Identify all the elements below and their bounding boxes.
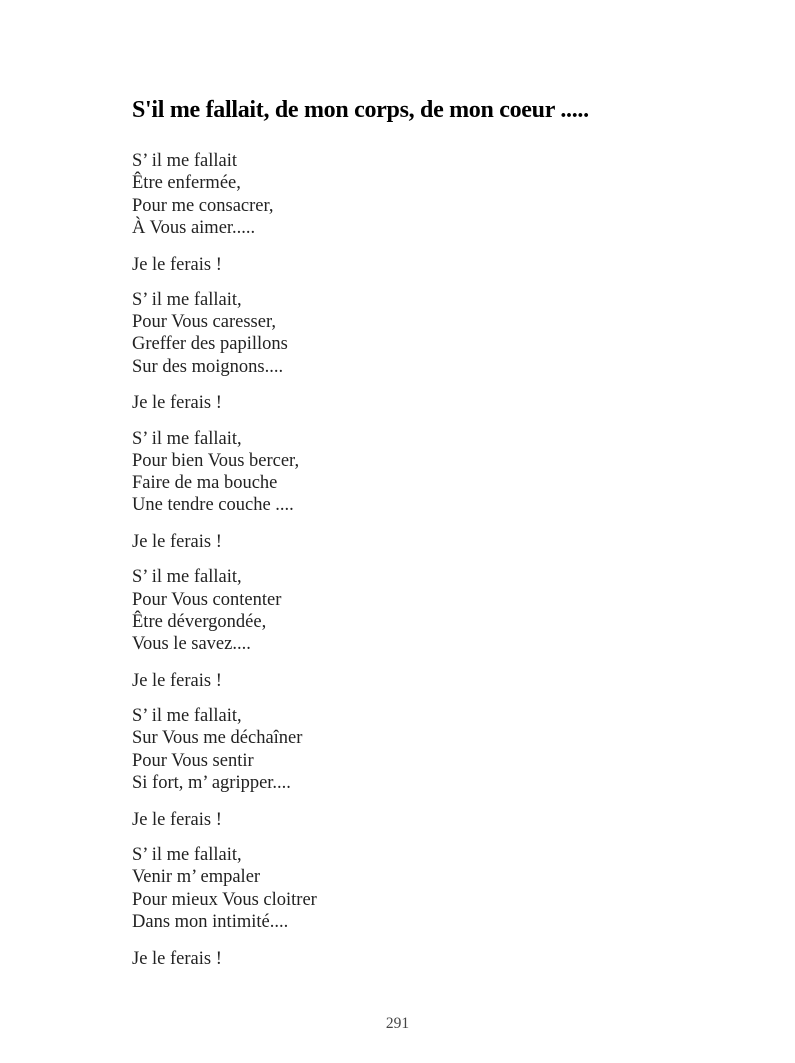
poem-stanza	[132, 844, 692, 933]
poem-content	[132, 96, 692, 983]
poem-line: Vous le savez....	[132, 634, 251, 655]
refrain-line: Je le ferais !	[132, 393, 222, 414]
poem-line: S’ il me fallait,	[132, 289, 242, 310]
page-title: S'il me fallait, de mon corps, de mon coeur .....	[132, 97, 589, 123]
poem-line: S’ il me fallait,	[132, 567, 242, 588]
poem-line: Pour mieux Vous cloitrer	[132, 889, 317, 910]
refrain-line: Je le ferais !	[132, 671, 222, 692]
poem-line: Une tendre couche ....	[132, 495, 294, 516]
poem-line: S’ il me fallait,	[132, 428, 242, 449]
poem-line: S’ il me fallait	[132, 151, 237, 171]
refrain-line: Je le ferais !	[132, 809, 222, 830]
refrain-line: Je le ferais !	[132, 254, 222, 275]
poem-line: À Vous aimer.....	[132, 217, 256, 238]
poem-line: Sur Vous me déchaîner	[132, 728, 303, 749]
poem-stanza	[132, 150, 692, 239]
poem-line: Pour me consacrer,	[132, 195, 274, 216]
poem-line: Venir m’ empaler	[132, 867, 261, 888]
poem-line: Être dévergondée,	[132, 611, 267, 632]
poem-line: Dans mon intimité....	[132, 911, 289, 932]
poem-line: S’ il me fallait,	[132, 844, 242, 865]
poem-line: Faire de ma bouche	[132, 473, 278, 494]
refrain-line: Je le ferais !	[132, 948, 222, 969]
poem-stanza	[132, 289, 692, 378]
poem-line: Pour Vous contenter	[132, 589, 282, 610]
poem-line: Sur des moignons....	[132, 356, 284, 377]
poem-line: Pour Vous caresser,	[132, 312, 276, 333]
poem-line: Pour Vous sentir	[132, 750, 254, 771]
poem-line: Greffer des papillons	[132, 334, 288, 355]
poem-stanza	[132, 428, 692, 517]
page-number: 291	[385, 1015, 410, 1032]
poem-line: S’ il me fallait,	[132, 706, 242, 727]
poem-line: Être enfermée,	[132, 173, 241, 194]
poem-line: Pour bien Vous bercer,	[132, 450, 300, 471]
poem-stanza	[132, 705, 692, 794]
poem-stanza	[132, 566, 692, 655]
poem-line: Si fort, m’ agripper....	[132, 773, 291, 794]
refrain-line: Je le ferais !	[132, 532, 222, 553]
